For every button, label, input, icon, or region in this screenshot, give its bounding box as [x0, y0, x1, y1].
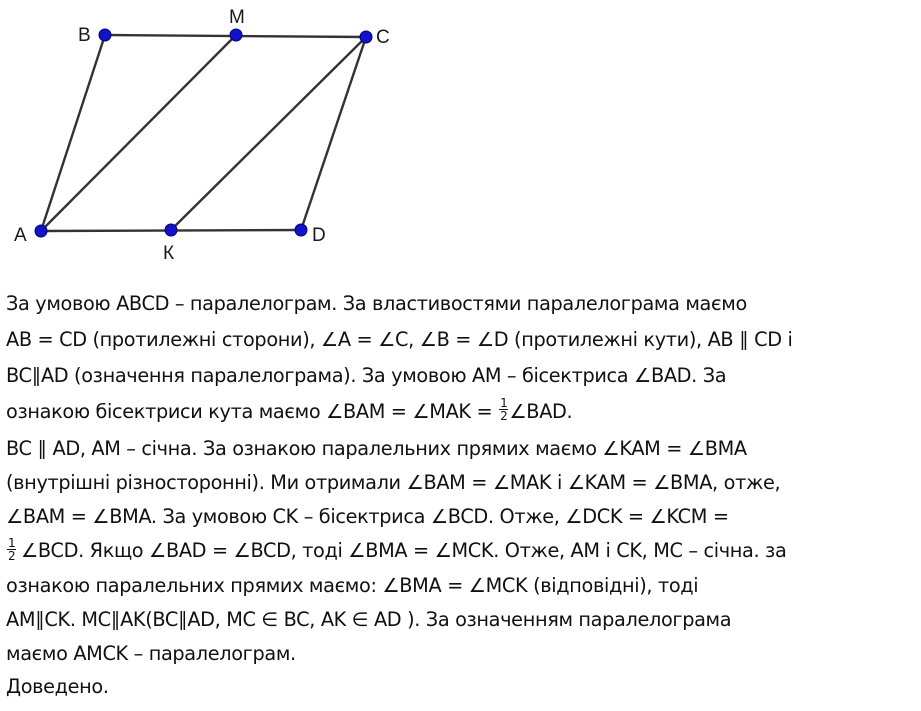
label-b: B: [78, 25, 91, 46]
proof-line-5: BC ∥ AD, AM – січна. За ознакою паралельних прямих маємо ∠KAM = ∠BMA: [6, 437, 747, 460]
fraction-numerator: 1: [8, 536, 16, 550]
point-c: [360, 31, 372, 43]
proof-line-10: AM∥CK. MC∥AK(BC∥AD, MC ∈ BC, AK ∈ AD ). За означенням паралелограма: [6, 608, 732, 631]
proof-line-1: За умовою ABCD – паралелограм. За властивостями паралелограма маємо: [6, 292, 747, 315]
point-d: [295, 224, 307, 236]
label-c: C: [376, 27, 390, 48]
fraction-denominator: 2: [8, 549, 16, 563]
label-a: A: [14, 225, 27, 246]
point-m: [230, 29, 242, 41]
proof-line-2: AB = CD (протилежні сторони), ∠A = ∠C, ∠B = ∠D (протилежні кути), AB ∥ CD і: [6, 328, 793, 351]
label-m: M: [229, 7, 245, 28]
proof-line-8: [6, 536, 787, 563]
segment-cd: [301, 37, 366, 230]
fraction-one-half: [499, 397, 508, 422]
segment-ab: [41, 35, 105, 231]
proof-line-12: Доведено.: [6, 675, 109, 698]
segment-am: [41, 35, 236, 231]
point-b: [99, 29, 111, 41]
proof-line-7: ∠BAM = ∠BMA. За умовою CK – бісектриса ∠BCD. Отже, ∠DCK = ∠KCM =: [6, 505, 729, 528]
proof-line-4-text: ознакою бісектриси кута маємо ∠BAM = ∠MAK =: [6, 400, 493, 423]
proof-line-4: [6, 396, 573, 425]
fraction-denominator: 2: [500, 409, 508, 423]
proof-line-11: маємо AMCK – паралелограм.: [6, 642, 296, 665]
point-k: [165, 224, 177, 236]
fraction-numerator: 1: [500, 396, 508, 410]
label-d: D: [312, 225, 326, 246]
proof-line-6: (внутрішні різносторонні). Ми отримали ∠BAM = ∠MAK і ∠KAM = ∠BMA, отже,: [6, 471, 781, 494]
proof-line-8-text: ∠BCD. Якщо ∠BAD = ∠BCD, тоді ∠BMA = ∠MCK. Отже, AM і CK, MC – січна. за: [21, 539, 787, 562]
label-k: К: [163, 243, 175, 264]
proof-line-9: ознакою паралельних прямих маємо: ∠BMA = ∠MCK (відповідні), тоді: [6, 574, 699, 597]
fraction-one-half-2: [7, 537, 16, 562]
point-a: [35, 225, 47, 237]
segment-kc: [171, 37, 366, 230]
proof-line-3: BC∥AD (означення паралелограма). За умовою AM – бісектриса ∠BAD. За: [6, 364, 727, 387]
proof-line-4-angle: ∠BAD.: [509, 400, 573, 423]
parallelogram-figure: [0, 0, 921, 285]
